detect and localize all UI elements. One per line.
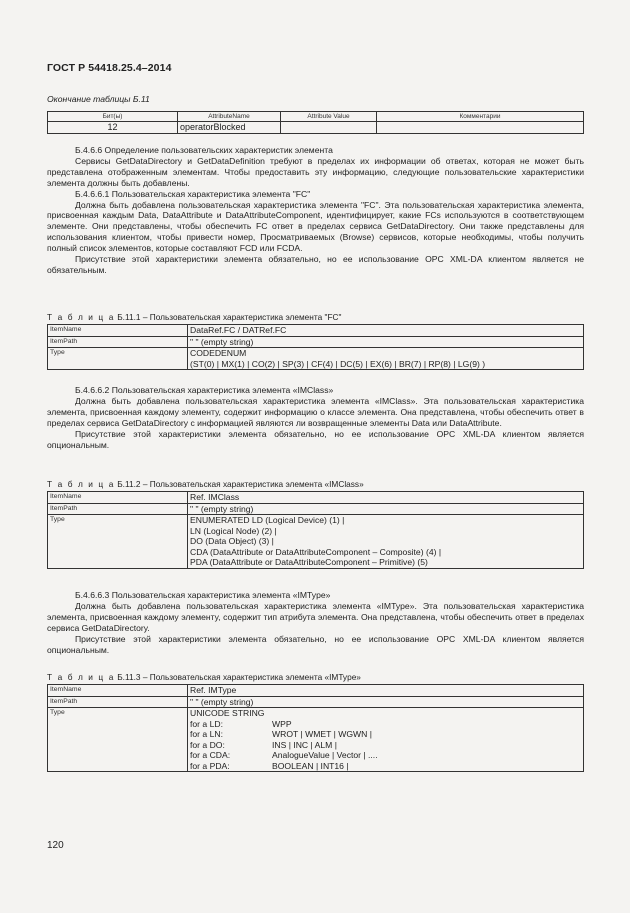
type-entry-value: INS | INC | ALM | — [272, 739, 337, 750]
value-line: UNICODE STRING — [190, 708, 265, 718]
section-b4-6-6-2 — [47, 385, 584, 450]
table-caption-label: Т а б л и ц а — [47, 479, 115, 489]
section-heading: Б.4.6.6 Определение пользовательских характеристик элемента — [75, 145, 333, 155]
type-entry-value: AnalogueValue | Vector | .... — [272, 750, 378, 760]
table-cell: operatorBlocked — [178, 122, 281, 134]
column-header: AttributeName — [178, 112, 281, 122]
section-b4-6-6 — [47, 145, 584, 276]
type-entry-value: WROT | WMET | WGWN | — [272, 729, 372, 739]
value-line — [190, 729, 581, 740]
table-row — [48, 685, 584, 697]
row-value — [188, 708, 584, 772]
row-key: ItemName — [48, 492, 188, 504]
row-value — [188, 492, 584, 504]
row-value — [188, 348, 584, 370]
section-heading: Б.4.6.6.3 Пользовательская характеристика элемента «IMType» — [75, 590, 331, 600]
paragraph: Должна быть добавлена пользовательская характеристика элемента "FC". Эта пользовательская характеристика элемента, присвоенная каждым Data, DataAttribute и DataAttributeComponent, идентифицирует, какие FCs используются в соответствующем элементе. Они представлены, чтобы обеспечить FC ответ в пределах сервиса GetDataDirectory. Они также представлены для использования клиентом, чтобы привести номер, Просматриваемых (Browse) сервисов, которые необходимы, чтобы получить полный список элементов, которые составляют FCD или FCDA. — [47, 199, 584, 254]
section-heading: Б.4.6.6.1 Пользовательская характеристика элемента "FC" — [75, 188, 311, 199]
paragraph: Присутствие этой характеристики элемента обязательно, но ее использование OPC XML-DA клиентом является опциональным. — [47, 428, 584, 450]
column-header: Комментарии — [377, 112, 584, 122]
paragraph: Должна быть добавлена пользовательская характеристика элемента «IMType». Эта пользовательская характеристика элемента, присвоенная каждому элементу, содержит тип атрибута элемента. Она представлена, чтобы обеспечить ответ в пределах сервиса GetDataDirectory. — [47, 600, 584, 633]
table-row — [48, 515, 584, 569]
table-continuation-caption: Окончание таблицы Б.11 — [47, 94, 150, 104]
value-line — [190, 750, 581, 761]
table-row — [48, 503, 584, 515]
value-line — [190, 740, 581, 751]
paragraph: Присутствие этой характеристики элемента обязательно, но ее использование OPC XML-DA клиентом является не обязательным. — [47, 254, 584, 275]
table-caption-text: Б.11.1 – Пользовательская характеристика элемента "FC" — [117, 312, 342, 322]
row-value: " " (empty string) — [188, 696, 584, 708]
column-header: Attribute Value — [281, 112, 377, 122]
table-row — [48, 325, 584, 337]
type-entry-value: BOOLEAN | INT16 | — [272, 760, 349, 771]
table-b11-2 — [47, 491, 584, 569]
row-key: Type — [48, 515, 188, 569]
table-caption-label: Т а б л и ц а — [47, 672, 115, 682]
standard-header: ГОСТ Р 54418.25.4–2014 — [47, 62, 172, 74]
type-entry-value: WPP — [272, 718, 292, 729]
value-line: LN (Logical Node) (2) | — [190, 525, 277, 536]
table-cell: 12 — [48, 122, 178, 134]
table-caption-text: Б.11.3 – Пользовательская характеристика элемента «IMType» — [117, 672, 361, 682]
paragraph: Должна быть добавлена пользовательская характеристика элемента «IMClass». Эта пользовательская характеристика элемента, присвоенная каждому элементу, содержит информацию о классе элемента. Она представлена, чтобы обеспечить ответ в пределах сервиса GetDataDirectory с информацией являются ли возвращенные элементы Data или DataAttribute. — [47, 395, 584, 428]
value-line: Ref. IMClass — [190, 492, 240, 502]
table-row — [48, 122, 584, 134]
value-line: ENUMERATED LD (Logical Device) (1) | — [190, 515, 345, 525]
value-line: CODEDENUM — [190, 348, 247, 358]
row-key: Type — [48, 348, 188, 370]
value-line: CDA (DataAttribute or DataAttributeComponent – Composite) (4) | — [190, 546, 442, 557]
type-entry-label: for a PDA: — [190, 760, 230, 771]
value-line — [190, 719, 581, 730]
value-line — [190, 761, 581, 772]
value-line: (ST(0) | MX(1) | CO(2) | SP(3) | CF(4) | DC(5) | EX(6) | BR(7) | RP(8) | LG(9) ) — [190, 358, 486, 369]
row-value — [188, 336, 584, 348]
row-key: ItemName — [48, 685, 188, 697]
column-header: Бит(ы) — [48, 112, 178, 122]
table-cell — [377, 122, 584, 134]
type-entry-label: for a LN: — [190, 729, 223, 739]
table-row — [48, 696, 584, 708]
table-caption-text: Б.11.2 – Пользовательская характеристика элемента «IMClass» — [117, 479, 364, 489]
row-key: ItemName — [48, 325, 188, 337]
value-line: " " (empty string) — [190, 336, 254, 347]
section-heading: Б.4.6.6.2 Пользовательская характеристика элемента «IMClass» — [75, 385, 334, 395]
value-line: DO (Data Object) (3) | — [190, 536, 274, 546]
type-entry-label: for a DO: — [190, 739, 225, 750]
table-row — [48, 708, 584, 772]
table-b11-1 — [47, 324, 584, 370]
table-caption — [47, 479, 364, 489]
row-value — [188, 325, 584, 337]
table-row — [48, 492, 584, 504]
row-value: Ref. IMType — [188, 685, 584, 697]
table-cell — [281, 122, 377, 134]
table-row — [48, 348, 584, 370]
table-header-row — [48, 112, 584, 122]
row-key: ItemPath — [48, 696, 188, 708]
row-key: ItemPath — [48, 336, 188, 348]
table-caption — [47, 672, 361, 682]
table-b11-3 — [47, 684, 584, 772]
row-key: Type — [48, 708, 188, 772]
type-entry-label: for a LD: — [190, 718, 223, 729]
row-key: ItemPath — [48, 503, 188, 515]
type-entry-label: for a CDA: — [190, 750, 231, 760]
page-number: 120 — [47, 840, 64, 851]
table-caption — [47, 312, 341, 322]
row-value — [188, 503, 584, 515]
value-line: DataRef.FC / DATRef.FC — [190, 325, 287, 335]
paragraph: Присутствие этой характеристики элемента обязательно, но ее использование OPC XML-DA клиентом является опциональным. — [47, 633, 584, 655]
row-value — [188, 515, 584, 569]
value-line: PDA (DataAttribute or DataAttributeComponent – Primitive) (5) — [190, 557, 428, 567]
table-b11-end — [47, 111, 584, 134]
value-line: " " (empty string) — [190, 503, 254, 514]
section-b4-6-6-3 — [47, 590, 584, 655]
table-row — [48, 336, 584, 348]
paragraph: Сервисы GetDataDirectory и GetDataDefinition требуют в пределах их информации об ответах, которая не может быть представлена отображенным элементам. Чтобы предоставить эту информацию, следующие пользовательские характеристики элемента должны быть добавлены. — [47, 155, 584, 188]
table-caption-label: Т а б л и ц а — [47, 312, 115, 322]
